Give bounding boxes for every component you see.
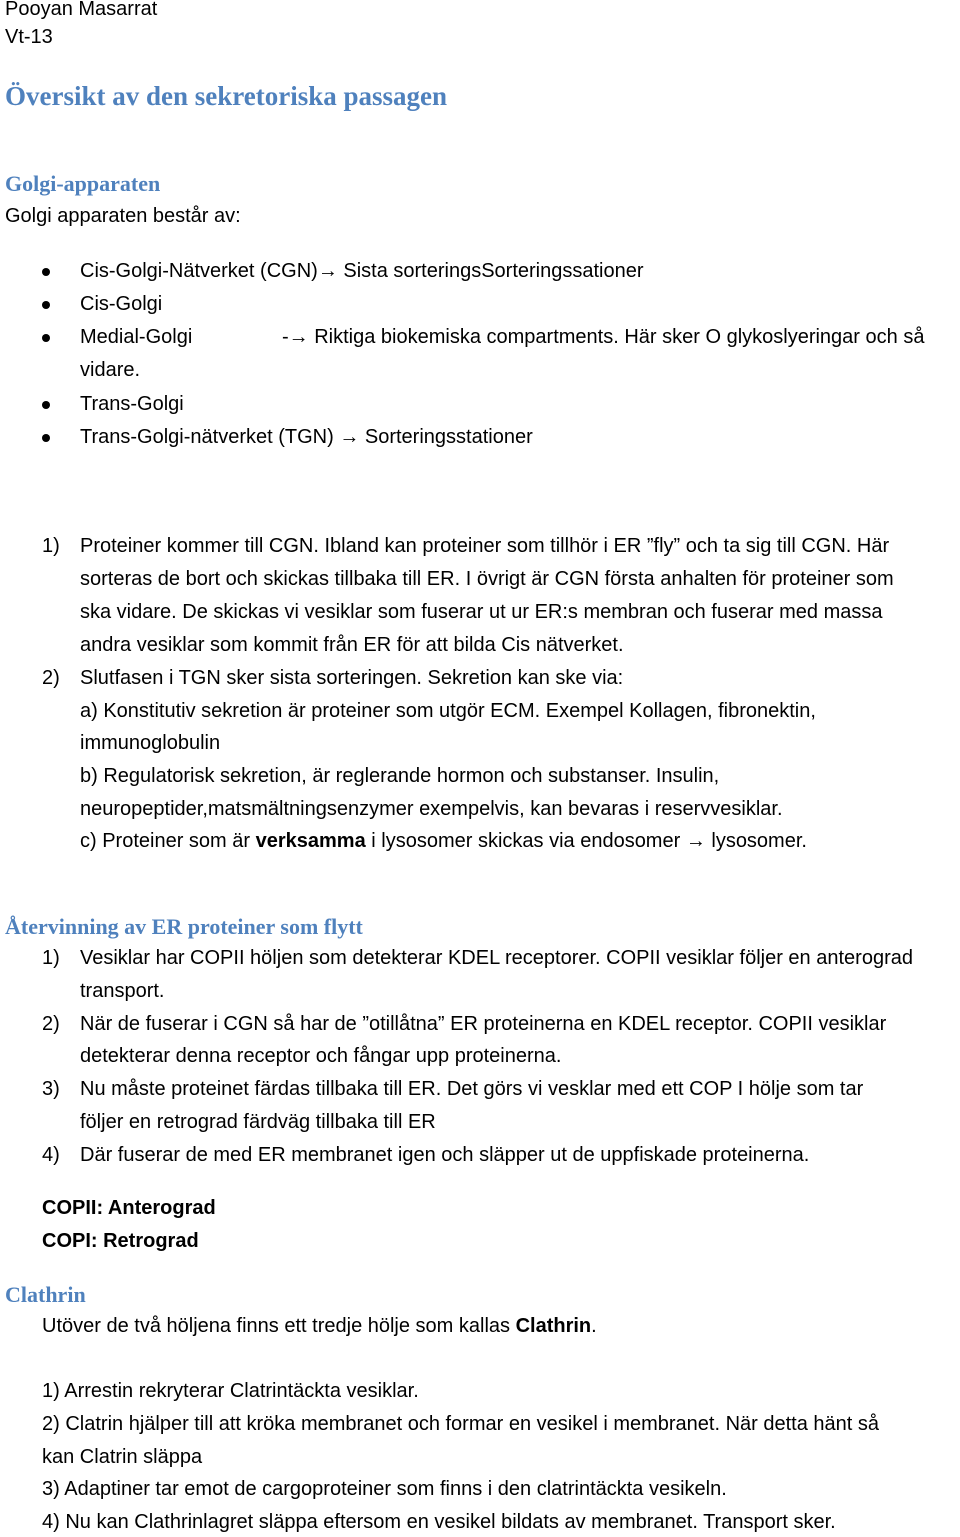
bullet-dot — [42, 301, 50, 309]
golgi-step-2-line: neuropeptider,matsmältningsenzymer exempelvis, kan bevaras i reservvesiklar. — [80, 798, 783, 820]
recycling-step-line: Vesiklar har COPII höljen som detekterar KDEL receptorer. COPII vesiklar följer en anterograd — [80, 947, 913, 969]
bullet-dot — [42, 268, 50, 276]
step-number: 3) — [42, 1078, 60, 1100]
golgi-step-2-line: immunoglobulin — [80, 732, 221, 754]
golgi-step-1-line: ska vidare. De skickas vi vesiklar som fuserar ut ur ER:s membran och fuserar med massa — [80, 601, 883, 623]
clathrin-heading: Clathrin — [5, 1282, 86, 1307]
step-number: 2) — [42, 667, 60, 689]
term-label: Vt-13 — [5, 26, 53, 48]
clathrin-item: 2) Clatrin hjälper till att kröka membranet och formar en vesikel i membranet. När detta hänt så — [42, 1413, 880, 1435]
arrow-right-icon: → — [685, 830, 706, 852]
recycling-heading: Återvinning av ER proteiner som flytt — [5, 914, 363, 939]
golgi-bullet-2: Cis-Golgi — [80, 293, 163, 315]
recycling-step-line: Där fuserar de med ER membranet igen och släpper ut de uppfiskade proteinerna. — [80, 1144, 810, 1166]
recycling-step-line: transport. — [80, 980, 165, 1002]
golgi-step-2-last-line: c) Proteiner som är verksamma i lysosomer skickas via endosomer → lysosomer. — [80, 830, 807, 852]
clathrin-item: kan Clatrin släppa — [42, 1446, 203, 1468]
golgi-bullet-4: Trans-Golgi — [80, 393, 184, 415]
recycling-step-line: detekterar denna receptor och fångar upp proteinerna. — [80, 1045, 562, 1067]
golgi-intro: Golgi apparaten består av: — [5, 205, 241, 227]
golgi-step-2-line: Slutfasen i TGN sker sista sorteringen. Sekretion kan ske via: — [80, 667, 624, 689]
author-name: Pooyan Masarrat — [5, 0, 158, 20]
recycling-step-line: När de fuserar i CGN så har de ”otillåtna” ER proteinerna en KDEL receptor. COPII vesiklar — [80, 1013, 887, 1035]
page-title: Översikt av den sekretoriska passagen — [5, 81, 448, 111]
golgi-step-1-line: andra vesiklar som kommit från ER för att bilda Cis nätverket. — [80, 634, 624, 656]
clathrin-item: 3) Adaptiner tar emot de cargoproteiner som finns i den clatrintäckta vesikeln. — [42, 1478, 727, 1500]
golgi-bullet-3-desc: -→ Riktiga biokemiska compartments. Här sker O glykoslyeringar och så — [282, 326, 925, 348]
arrow-right-icon: → — [317, 260, 338, 282]
golgi-bullet-5: Trans-Golgi-nätverket (TGN) → Sorteringsstationer — [80, 426, 533, 448]
golgi-bullet-3: Medial-Golgi — [80, 326, 193, 348]
step-number: 1) — [42, 947, 60, 969]
copii-label: COPII: Anterograd — [42, 1197, 216, 1219]
arrow-right-icon: → — [288, 326, 309, 348]
golgi-bullet-1: Cis-Golgi-Nätverket (CGN)→ Sista sorteringsSorteringssationer — [80, 260, 644, 282]
clathrin-item: 1) Arrestin rekryterar Clatrintäckta vesiklar. — [42, 1380, 419, 1402]
clathrin-item: 4) Nu kan Clathrinlagret släppa eftersom en vesikel bildats av membranet. Transport sker. — [42, 1511, 836, 1533]
golgi-step-2-line: b) Regulatorisk sekretion, är reglerande hormon och substanser. Insulin, — [80, 765, 720, 787]
bullet-dot — [42, 334, 50, 342]
arrow-right-icon: → — [339, 426, 360, 448]
recycling-step-line: följer en retrograd färdväg tillbaka till ER — [80, 1111, 436, 1133]
recycling-step-line: Nu måste proteinet färdas tillbaka till ER. Det görs vi vesklar med ett COP I hölje som tar — [80, 1078, 864, 1100]
golgi-step-2-line: a) Konstitutiv sekretion är proteiner som utgör ECM. Exempel Kollagen, fibronektin, — [80, 700, 816, 722]
golgi-bullet-3-cont: vidare. — [80, 359, 141, 381]
clathrin-intro: Utöver de två höljena finns ett tredje hölje som kallas Clathrin. — [42, 1315, 597, 1337]
step-number: 4) — [42, 1144, 60, 1166]
golgi-heading: Golgi-apparaten — [5, 171, 161, 196]
step-number: 1) — [42, 535, 60, 557]
golgi-step-1-line: sorteras de bort och skickas tillbaka till ER. I övrigt är CGN första anhalten för proteiner som — [80, 568, 894, 590]
bullet-dot — [42, 401, 50, 409]
step-number: 2) — [42, 1013, 60, 1035]
golgi-step-1-line: Proteiner kommer till CGN. Ibland kan proteiner som tillhör i ER ”fly” och ta sig till CGN. Här — [80, 535, 890, 557]
bullet-dot — [42, 434, 50, 442]
copi-label: COPI: Retrograd — [42, 1230, 199, 1252]
